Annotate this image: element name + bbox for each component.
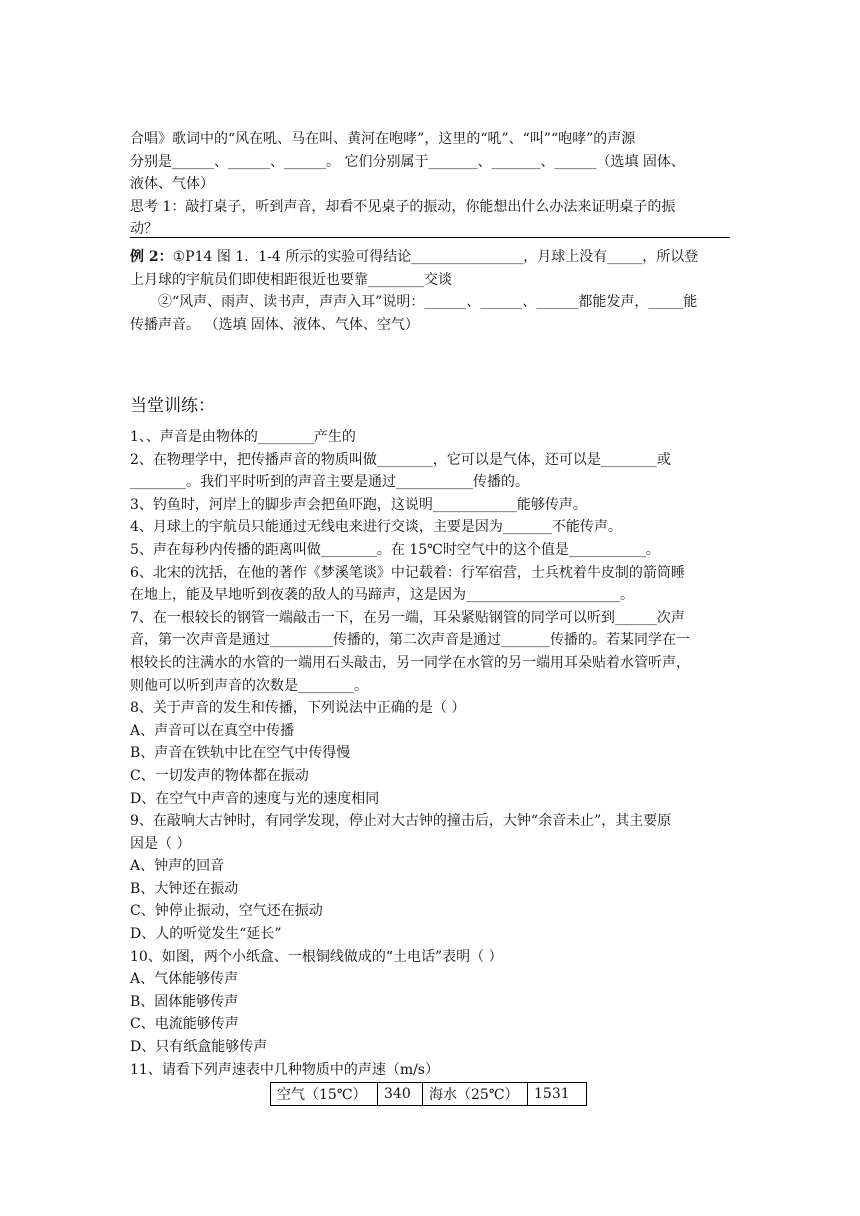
table-row (271, 1083, 587, 1106)
option-line: B、声音在铁轨中比在空气中传得慢 (130, 745, 351, 762)
exercise-line: 5、声在每秒内传播的距离叫做________。在 15℃时空气中的这个值是___________。 (130, 541, 660, 558)
text-line: 合唱》歌词中的“风在吼、马在叫、黄河在咆哮”，这里的“吼”、“叫”“咆哮”的声源 (130, 131, 636, 147)
option-line: C、钟停止振动，空气还在振动 (130, 903, 323, 920)
exercise-line: 在地上，能及早地听到夜袭的敌人的马蹄声，这是因为______________________。 (130, 587, 634, 604)
exercise-line: 6、北宋的沈括，在他的著作《梦溪笔谈》中记载着：行军宿营，士兵枕着牛皮制的箭筒睡 (130, 564, 685, 581)
sound-speed-table (270, 1082, 587, 1106)
option-line: B、固体能够传声 (130, 993, 239, 1010)
table-cell: 空气（15℃） (271, 1083, 378, 1106)
exercise-line: 3、钓鱼时，河岸上的脚步声会把鱼吓跑，这说明____________能够传声。 (130, 496, 587, 513)
text-line: 传播声音。 （选填 固体、液体、气体、空气） (130, 316, 419, 333)
separator-line (130, 237, 730, 238)
option-line: A、气体能够传声 (130, 971, 239, 988)
example-2 (130, 246, 730, 336)
text-line: ②“风声、雨声、读书声，声声入耳”说明：______、______、______都能发声，_____能 (158, 294, 698, 311)
exercise-line: 音，第一次声音是通过_________传播的，第二次声音是通过_______传播的。若某同学在一 (130, 632, 690, 649)
think-question-line: 思考 1：敲打桌子，听到声音，却看不见桌子的振动，你能想出什么办法来证明桌子的振 (130, 198, 676, 215)
exercise-line: 9、在敲响大古钟时，有同学发现，停止对大古钟的撞击后，大钟“余音未止”，其主要原 (130, 813, 672, 830)
exercise-line: 1、、声音是由物体的________产生的 (130, 429, 356, 445)
option-line: B、大钟还在振动 (130, 880, 239, 897)
section-heading: 当堂训练： (130, 396, 215, 416)
exercise-line: 根较长的注满水的水管的一端用石头敲击，另一同学在水管的另一端用耳朵贴着水管听声， (130, 654, 690, 671)
exercise-line: 4、月球上的宇航员只能通过无线电来进行交谈，主要是因为_______不能传声。 (130, 519, 622, 536)
option-line: C、一切发声的物体都在振动 (130, 767, 309, 784)
exercise-line: 8、关于声音的发生和传播，下列说法中正确的是（ ） (130, 700, 466, 717)
text-line: ①P14 图 1．1-4 所示的实验可得结论________________，月球上没有_____，所以登 (172, 249, 699, 265)
option-line: D、人的听觉发生“延长” (130, 926, 282, 943)
exercise-line: 则他可以听到声音的次数是________。 (130, 677, 368, 694)
example-2-label: 例 2： (130, 249, 173, 265)
exercise-line: 7、在一根较长的钢管一端敲击一下，在另一端，耳朵紧贴钢管的同学可以听到______次声 (130, 609, 685, 626)
table-cell: 海水（25℃） (423, 1083, 528, 1106)
table-cell: 340 (378, 1083, 423, 1106)
exercise-list (130, 426, 730, 1081)
table-cell: 1531 (528, 1083, 587, 1106)
exercise-line: 10、如图，两个小纸盒、一根铜线做成的“土电话”表明（ ） (130, 948, 503, 965)
option-line: A、声音可以在真空中传播 (130, 722, 295, 739)
exercise-line: 2、在物理学中，把传播声音的物质叫做________，它可以是气体，还可以是________或 (130, 451, 671, 468)
option-line: C、电流能够传声 (130, 1016, 239, 1033)
option-line: D、只有纸盒能够传声 (130, 1039, 268, 1056)
text-line: 上月球的宇航员们即使相距很近也要靠________交谈 (130, 271, 452, 288)
exercise-line: 因是（ ） (130, 835, 191, 852)
option-line: A、钟声的回音 (130, 858, 225, 875)
intro-paragraph (130, 128, 730, 241)
exercise-line: 11、请看下列声速表中几种物质中的声速（m/s） (130, 1061, 439, 1078)
text-line: 动？ (130, 221, 158, 238)
text-line: 液体、气体） (130, 176, 214, 193)
text-line: 分别是______、______、______。 它们分别属于_______、_______、______（选填 固体、 (130, 153, 685, 170)
option-line: D、在空气中声音的速度与光的速度相同 (130, 790, 380, 807)
exercise-line: ________。我们平时听到的声音主要是通过___________传播的。 (130, 474, 529, 491)
